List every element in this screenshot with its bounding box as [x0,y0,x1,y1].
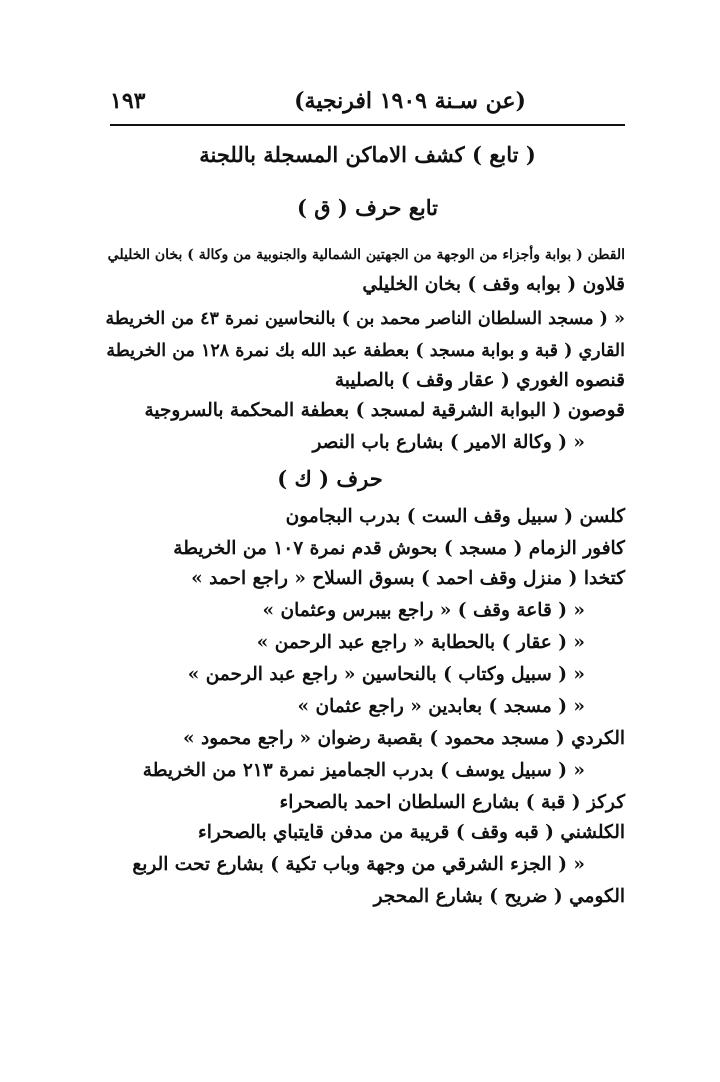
list-item: كافور الزمام ( مسجد ) بحوش قدم نمرة ١٠٧ من الخريطة [173,538,625,559]
page-header [110,84,625,124]
list-item: « ( عقار ) بالحطابة « راجع عبد الرحمن » [256,632,585,653]
list-item: كتخدا ( منزل وقف احمد ) بسوق السلاح « راجع احمد » [191,568,625,589]
running-head: (عن سـنة ١٩٠٩ افرنجية) [294,88,526,114]
list-item: قلاون ( بوابه وقف ) بخان الخليلي [362,274,625,295]
list-item: الكلشني ( قبه وقف ) قريبة من مدفن قايتباي بالصحراء [198,822,625,843]
page-title: ( تابع ) كشف الاماكن المسجلة باللجنة [199,142,536,167]
header-rule [110,124,625,126]
list-item: « ( سبيل يوسف ) بدرب الجماميز نمرة ٢١٣ من الخريطة [142,760,585,781]
list-item: « ( مسجد السلطان الناصر محمد بن ) بالنحاسين نمرة ٤٣ من الخريطة [105,309,625,329]
list-item: كلسن ( سبيل وقف الست ) بدرب البجامون [285,506,625,527]
list-item: « ( سبيل وكتاب ) بالنحاسين « راجع عبد الرحمن » [187,664,585,685]
list-item: « ( الجزء الشرقي من وجهة وباب تكية ) بشارع تحت الربع [132,854,585,875]
list-item: الكومي ( ضريح ) بشارع المحجر [373,886,625,907]
list-item: قنصوه الغوري ( عقار وقف ) بالصليبة [334,370,625,391]
section-heading-qaf: تابع حرف ( ق ) [296,195,438,220]
list-item: القاري ( قبة و بوابة مسجد ) بعطفة عبد الله بك نمرة ١٢٨ من الخريطة [106,341,625,361]
page-number: ١٩٣ [110,88,146,114]
list-item: كركز ( قبة ) بشارع السلطان احمد بالصحراء [279,792,625,813]
section-heading-kaf: حرف ( ك ) [277,466,383,491]
list-item: « ( وكالة الامير ) بشارع باب النصر [312,432,585,453]
list-item: الكردي ( مسجد محمود ) بقصبة رضوان « راجع محمود » [182,728,625,749]
list-item: « ( قاعة وقف ) « راجع بيبرس وعثمان » [262,600,585,621]
list-item: القطن ( بوابة وأجزاء من الوجهة من الجهتين الشمالية والجنوبية من وكالة ) بخان الخليلي [107,247,625,263]
list-item: « ( مسجد ) بعابدين « راجع عثمان » [297,696,585,717]
list-item: قوصون ( البوابة الشرقية لمسجد ) بعطفة المحكمة بالسروجية [144,400,625,421]
